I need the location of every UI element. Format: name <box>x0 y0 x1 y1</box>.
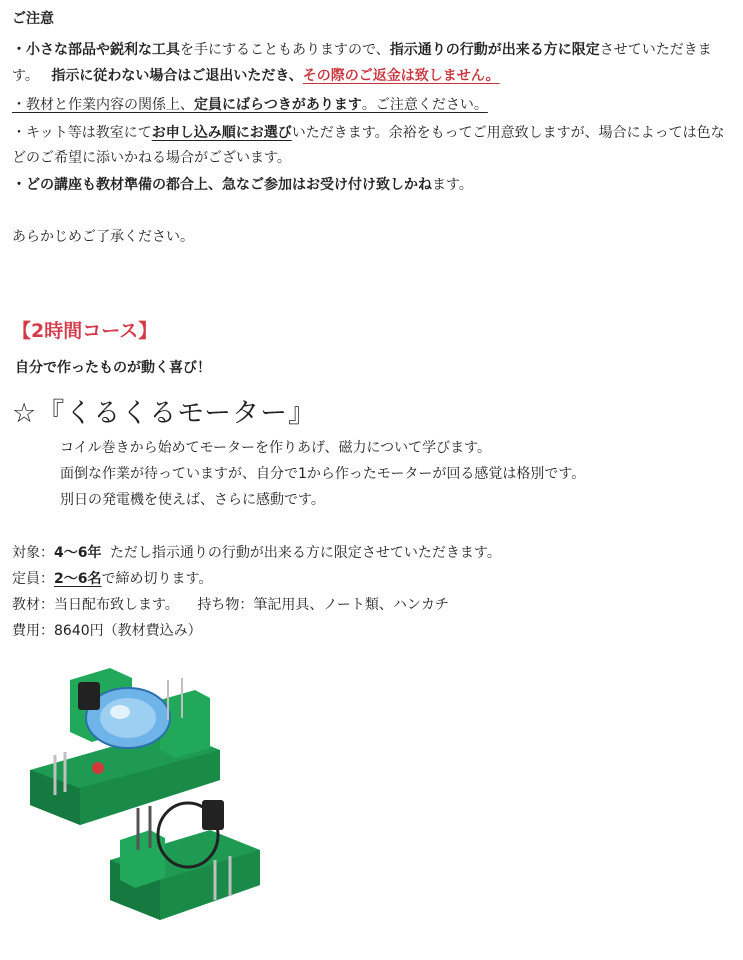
notice-bullet-2 <box>12 96 488 114</box>
motor-kit-photo <box>20 660 280 950</box>
notice-refund-warning: その際のご返金は致しません。 <box>302 68 500 84</box>
notice-bullet-3-c: いただきます。余裕をもってご用意致しますが、場合によっては色な <box>291 125 725 141</box>
detail-capacity-label: 定員： <box>12 571 54 587</box>
notice-bullet-3-a: ・キット等は教室にて <box>12 125 152 141</box>
detail-material-row <box>12 596 449 614</box>
detail-target-label: 対象： <box>12 545 54 561</box>
notice-bullet-4 <box>12 176 473 194</box>
detail-material: 教材：当日配布致します。 <box>12 597 179 613</box>
notice-bullet-1-c: 指示通りの行動が出来る方に限定 <box>389 42 600 58</box>
notice-bullet-3-cont: どのご希望に添いかねる場合がございます。 <box>12 150 291 166</box>
course-title: ☆『くるくるモーター』 <box>12 398 317 429</box>
notice-bullet-3-b: お申し込み順にお選び <box>151 125 292 141</box>
detail-belongings: 持ち物：筆記用具、ノート類、ハンカチ <box>197 597 449 613</box>
motor-kit-assembled <box>30 668 220 825</box>
notice-closing: あらかじめご了承ください。 <box>12 229 194 245</box>
notice-heading: ご注意 <box>12 11 54 27</box>
notice-bullet-4-b: 急なご参加はお受け付け致しかね <box>222 177 432 193</box>
detail-target <box>12 544 501 562</box>
notice-bullet-1-cont <box>12 67 500 85</box>
notice-bullet-1-cont2: 指示に従わない場合はご退出いただき、 <box>51 68 303 84</box>
notice-bullet-2-b: 定員にばらつきがあります <box>194 97 362 113</box>
notice-bullet-1-b: を手にすることもありますので、 <box>180 42 390 58</box>
notice-bullet-3 <box>12 124 725 142</box>
notice-bullet-4-c: ます。 <box>432 177 473 193</box>
course-label: 【2時間コース】 <box>12 320 158 342</box>
notice-bullet-4-a: ・どの講座も教材準備の都合上、 <box>12 177 222 193</box>
notice-bullet-1 <box>12 41 712 59</box>
notice-bullet-1-cont1: す。 <box>12 68 39 84</box>
detail-fee: 費用：8640円（教材費込み） <box>12 623 202 639</box>
motor-kit-coil <box>110 800 260 920</box>
notice-bullet-1-a: ・小さな部品や鋭利な工具 <box>12 42 180 58</box>
course-tagline: 自分で作ったものが動く喜び！ <box>15 360 211 376</box>
detail-target-note: ただし指示通りの行動が出来る方に限定させていただきます。 <box>109 545 501 561</box>
course-desc-line-1: コイル巻きから始めてモーターを作りあげ、磁力について学びます。 <box>60 440 492 456</box>
detail-capacity <box>12 570 212 588</box>
detail-capacity-note: で締め切ります。 <box>101 571 213 587</box>
detail-target-value: 4～6年 <box>54 545 102 561</box>
course-desc-line-2: 面倒な作業が待っていますが、自分で1から作ったモーターが回る感覚は格別です。 <box>60 466 586 482</box>
detail-capacity-value: 2～6名 <box>54 571 102 587</box>
course-desc-line-3: 別日の発電機を使えば、さらに感動です。 <box>60 492 325 508</box>
notice-bullet-1-d: させていただきま <box>599 42 712 58</box>
notice-bullet-2-c: 。ご注意ください。 <box>361 97 488 113</box>
notice-bullet-2-a: ・教材と作業内容の関係上、 <box>12 97 194 113</box>
